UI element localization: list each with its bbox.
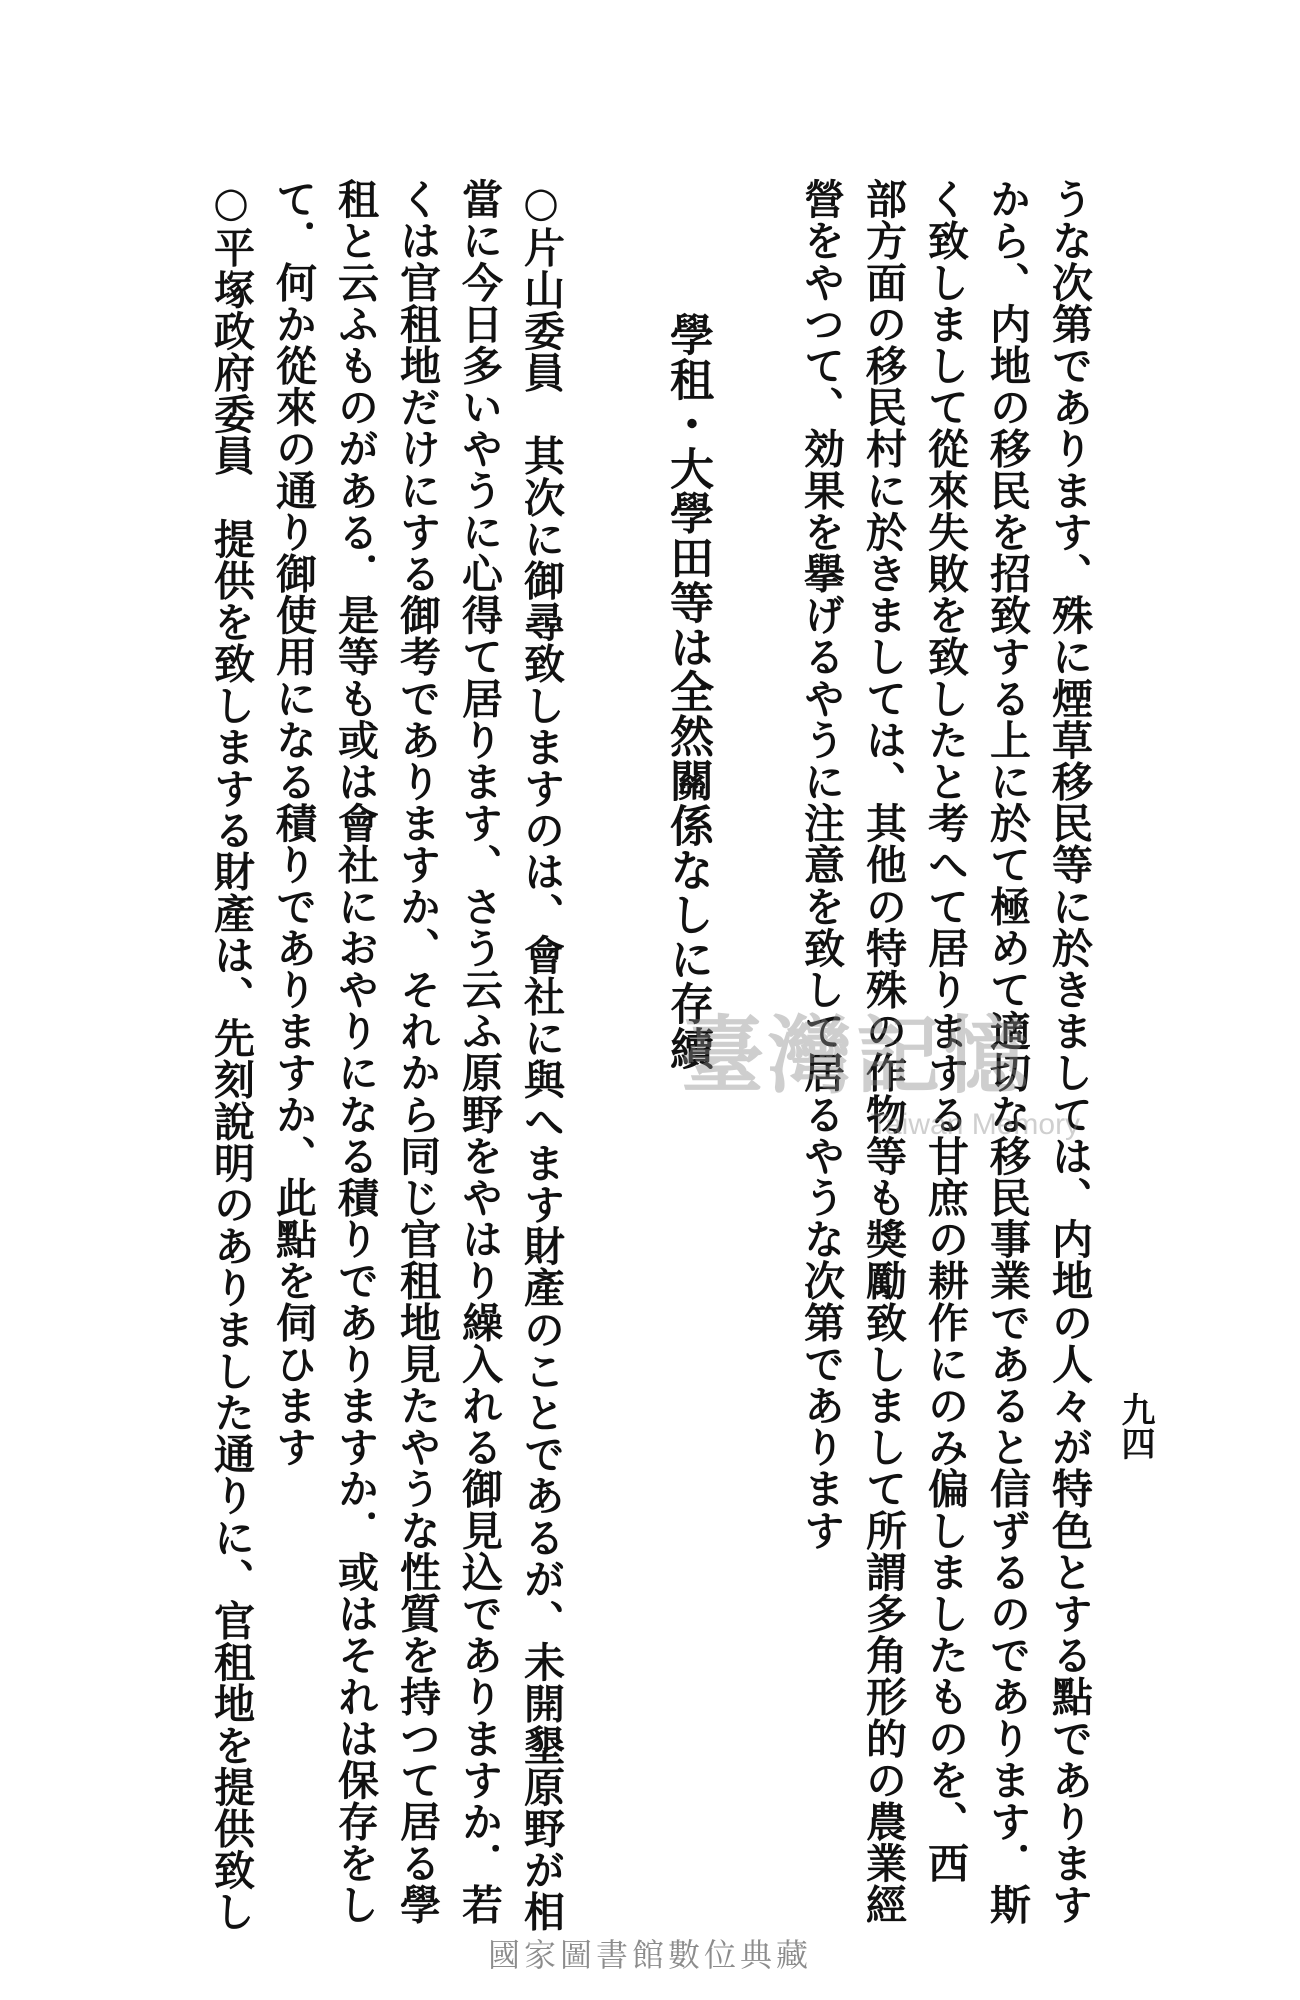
text-line: ○片山委員 其次に御尋致しますのは、會社に與へます財產のことであるが、未開墾原野が相 (517, 178, 565, 1933)
text-line: ○平塚政府委員 提供を致しまする財產は、先刻說明のありました通りに、官租地を提供致し (207, 178, 255, 1933)
text-line: から、内地の移民を招致する上に於て極めて適切な移民事業であると信ずるのであります．斯 (983, 178, 1031, 1926)
watermark-subtitle: Taiwan Memory (870, 1108, 1081, 1141)
text-line: くは官租地だけにする御考でありますか、それから同じ官租地見たやうな性質を持つて居る學 (393, 178, 441, 1926)
text-line: て．何か從來の通り御使用になる積りでありますか、此點を伺ひます (269, 178, 317, 1468)
text-line: 租と云ふものがある．是等も或は會社におやりになる積りでありますか．或はそれは保存をし (331, 178, 379, 1926)
watermark-title: 臺灣記憶 (680, 1006, 1033, 1105)
text-line: く致しまして從來失敗を致したと考へて居りまする甘庶の耕作にのみ偏しましたものを、西 (921, 178, 969, 1884)
vertical-text-block (150, 178, 1100, 1933)
text-line: 部方面の移民村に於きましては、其他の特殊の作物等も獎勵致しまして所謂多角形的の農業經 (859, 178, 907, 1926)
collection-footer: 國家圖書館數位典藏 (487, 1936, 812, 1974)
text-line: 營をやつて、効果を擧げるやうに注意を致して居るやうな次第であります (797, 178, 845, 1551)
text-line: 當に今日多いやうに心得て居ります、さう云ふ原野をやはり繰入れる御見込でありますか．若 (455, 178, 503, 1926)
page-number: 九四 (1115, 1392, 1155, 1460)
text-line: うな次第であります、殊に煙草移民等に於きましては、内地の人々が特色とする點であります (1045, 178, 1093, 1926)
section-heading: 學租・大學田等は全然關係なしに存續 (662, 312, 713, 1071)
